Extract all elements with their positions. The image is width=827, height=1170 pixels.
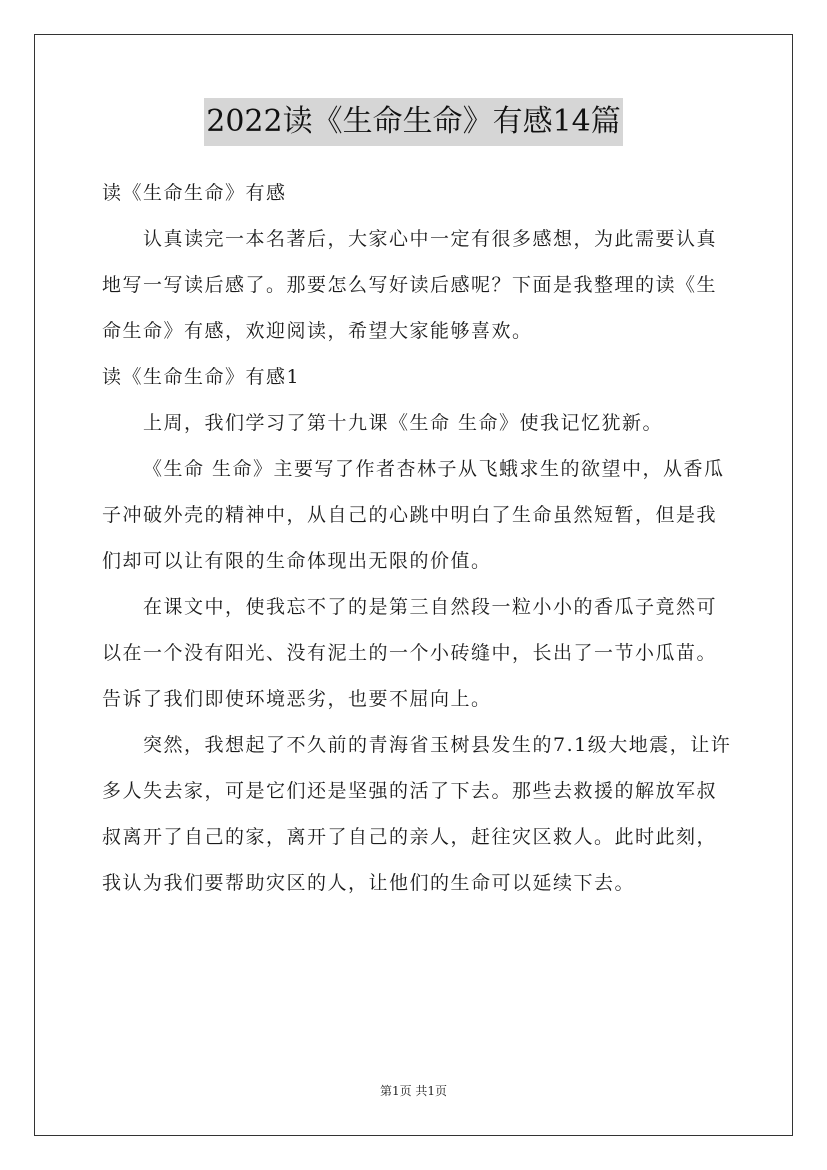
body-paragraph: 上周，我们学习了第十九课《生命 生命》使我记忆犹新。 bbox=[143, 412, 664, 434]
page-number: 第1页 共1页 bbox=[379, 1084, 448, 1098]
body-paragraph: 突然，我想起了不久前的青海省玉树县发生的7.1级大地震，让许多人失去家，可是它们还是坚强的活了下去。那些去救援的解放军叔叔离开了自己的家，离开了自己的亲人，赶往灾区救人。此时此刻，我认为我们要帮助灾区的人，让他们的生命可以延续下去。 bbox=[102, 734, 732, 894]
intro-heading: 读《生命生命》有感 bbox=[102, 182, 287, 204]
body-paragraph: 《生命 生命》主要写了作者杏林子从飞蛾求生的欲望中，从香瓜子冲破外壳的精神中，从自己的心跳中明白了生命虽然短暂，但是我们却可以让有限的生命体现出无限的价值。 bbox=[102, 458, 725, 572]
document-title: 2022读《生命生命》有感14篇 bbox=[204, 98, 623, 146]
document-body bbox=[102, 170, 732, 906]
page-footer bbox=[0, 1082, 827, 1100]
body-paragraph: 在课文中，使我忘不了的是第三自然段一粒小小的香瓜子竟然可以在一个没有阳光、没有泥土的一个小砖缝中，长出了一节小瓜苗。 bbox=[102, 596, 718, 664]
title-container bbox=[0, 98, 827, 146]
section-heading: 读《生命生命》有感1 bbox=[102, 366, 301, 388]
body-paragraph: 告诉了我们即使环境恶劣，也要不屈向上。 bbox=[102, 688, 492, 710]
intro-paragraph: 认真读完一本名著后，大家心中一定有很多感想，为此需要认真地写一写读后感了。那要怎么写好读后感呢？下面是我整理的读《生命生命》有感，欢迎阅读，希望大家能够喜欢。 bbox=[102, 228, 718, 342]
